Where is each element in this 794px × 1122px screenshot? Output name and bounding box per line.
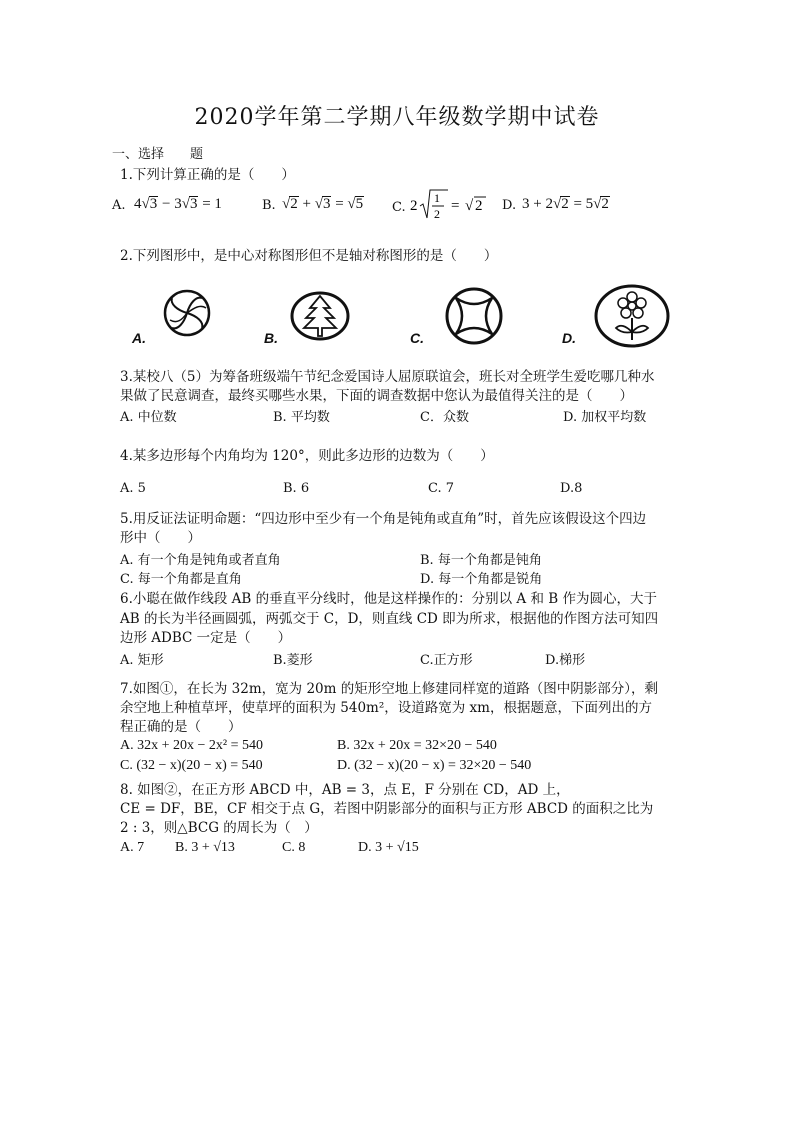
- question-6-line-1: 6.小聪在做作线段 AB 的垂直平分线时，他是这样操作的：分别以 A 和 B 作为圆心，大于: [120, 591, 657, 607]
- q3-option-a: A. 中位数: [120, 410, 177, 425]
- q1-option-b-label: B.: [262, 198, 276, 213]
- question-6-line-2: AB 的长为半径画圆弧，两弧交于 C，D，则直线 CD 即为所求，根据他的作图方法可知四: [120, 611, 659, 627]
- question-7-line-2: 余空地上种植草坪，使草坪的面积为 540m²，设道路宽为 xm，根据题意，下面列出的方: [120, 700, 652, 716]
- q7-option-b: B. 32x + 20x = 32×20 − 540: [337, 738, 497, 753]
- q1-option-a-label: A.: [112, 198, 126, 213]
- question-5-line-1: 5.用反证法证明命题：“四边形中至少有一个角是钝角或直角”时，首先应该假设这个四边: [120, 511, 647, 527]
- question-3-line-2: 果做了民意调查，最终买哪些水果，下面的调查数据中您认为最值得关注的是（ ）: [120, 388, 633, 404]
- q2-label-b: B.: [264, 330, 278, 346]
- svg-text:=: =: [451, 198, 460, 214]
- question-8-line-2: CE = DF，BE，CF 相交于点 G，若图中阴影部分的面积与正方形 ABCD 的面积之比为: [120, 801, 654, 817]
- q4-option-b: B. 6: [283, 481, 310, 496]
- question-8-line-3: 2 : 3，则△BCG 的周长为（ ）: [120, 820, 318, 836]
- q7-option-c: C. (32 − x)(20 − x) = 540: [120, 758, 263, 773]
- q5-option-c: C. 每一个角都是直角: [120, 572, 242, 587]
- q2-label-c: C.: [410, 330, 424, 346]
- q2-figure-c: [410, 286, 520, 350]
- q7-option-a: A. 32x + 20x − 2x² = 540: [120, 738, 263, 753]
- question-5-line-2: 形中（ ）: [120, 530, 201, 546]
- svg-text:√: √: [465, 198, 474, 214]
- svg-text:2: 2: [434, 207, 440, 221]
- question-3-line-1: 3.某校八（5）为筹备班级端午节纪念爱国诗人屈原联谊会，班长对全班学生爱吃哪几种水: [120, 369, 655, 385]
- q6-option-d: D.梯形: [545, 653, 586, 668]
- q1-option-c-expr: [410, 188, 492, 227]
- q4-option-a: A. 5: [120, 481, 146, 496]
- svg-text:2: 2: [475, 198, 483, 214]
- q8-option-b: B. 3 + √13: [175, 840, 235, 855]
- page-title: 2020学年第二学期八年级数学期中试卷: [194, 105, 600, 130]
- q4-option-d: D.8: [560, 481, 583, 496]
- question-6-line-3: 边形 ADBC 一定是（ ）: [120, 630, 292, 646]
- section-heading: 一、选择 题: [112, 147, 204, 162]
- q5-option-d: D. 每一个角都是锐角: [420, 572, 543, 587]
- q6-option-a: A. 矩形: [120, 653, 164, 668]
- q2-label-d: D.: [562, 330, 576, 346]
- q2-figure-d: [560, 282, 680, 352]
- question-7-line-1: 7.如图①，在长为 32m，宽为 20m 的矩形空地上修建同样宽的道路（图中阴影部分），剩: [120, 681, 658, 697]
- svg-text:1: 1: [434, 191, 440, 205]
- q8-option-a: A. 7: [120, 840, 145, 855]
- question-4-stem: 4.某多边形每个内角均为 120°，则此多边形的边数为（ ）: [120, 448, 494, 464]
- q2-label-a: A.: [132, 330, 146, 346]
- q3-option-d: D. 加权平均数: [563, 410, 647, 425]
- q5-option-a: A. 有一个角是钝角或者直角: [120, 553, 281, 568]
- question-7-line-3: 程正确的是（ ）: [120, 719, 242, 735]
- sqrt-fraction-graphic: [410, 188, 492, 222]
- svg-text:2: 2: [410, 198, 418, 214]
- q6-option-b: B.菱形: [273, 653, 313, 668]
- q3-option-c: C．众数: [420, 410, 469, 425]
- question-8-line-1: 8. 如图②，在正方形 ABCD 中，AB = 3，点 E，F 分别在 CD，AD 上，: [120, 782, 570, 798]
- q1-option-b-expr: √2 + √3 = √5: [282, 196, 364, 212]
- question-2-stem: 2.下列图形中，是中心对称图形但不是轴对称图形的是（ ）: [120, 248, 498, 264]
- q6-option-c: C.正方形: [420, 653, 473, 668]
- q7-option-d: D. (32 − x)(20 − x) = 32×20 − 540: [337, 758, 532, 773]
- q5-option-b: B. 每一个角都是钝角: [420, 553, 542, 568]
- q1-option-c-label: C.: [392, 200, 406, 215]
- q8-option-c: C. 8: [282, 840, 306, 855]
- q8-option-d: D. 3 + √15: [358, 840, 419, 855]
- q1-option-a-expr: 4√3 − 3√3 = 1: [134, 196, 222, 212]
- q1-option-d-expr: 3 + 2√2 = 5√2: [522, 196, 609, 212]
- question-1-stem: 1.下列计算正确的是（ ）: [120, 167, 295, 183]
- q3-option-b: B. 平均数: [273, 410, 330, 425]
- q1-option-d-label: D.: [502, 198, 517, 213]
- q4-option-c: C. 7: [428, 481, 455, 496]
